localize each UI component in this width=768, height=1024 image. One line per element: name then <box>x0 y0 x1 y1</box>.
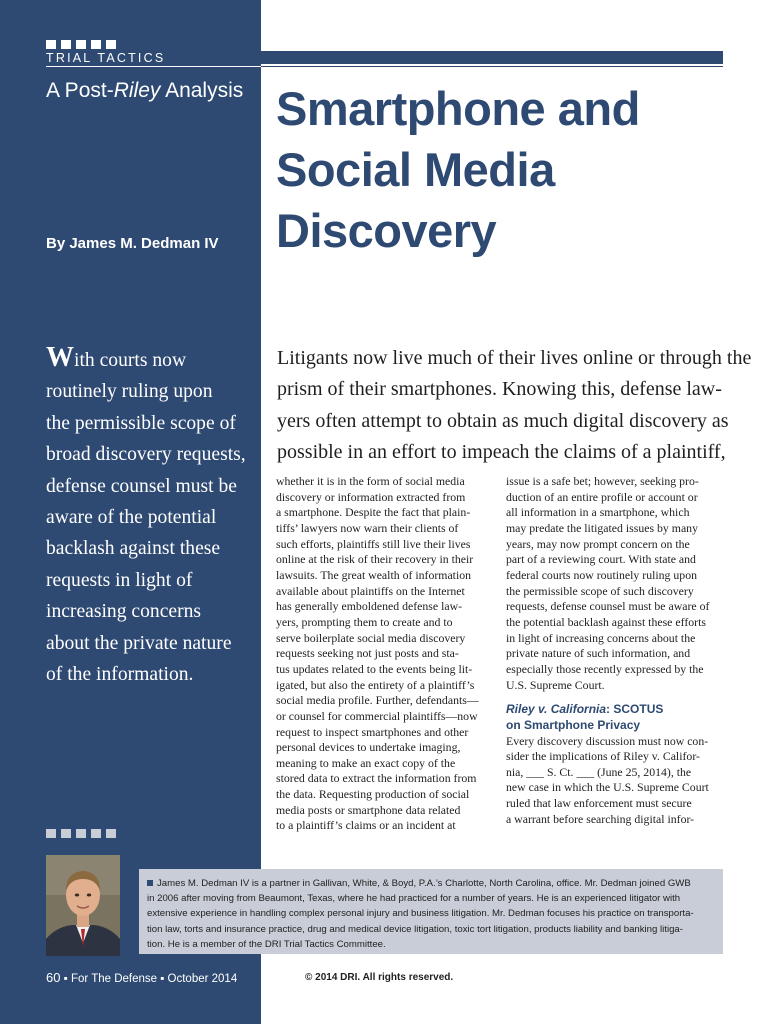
body-line: the data. Requesting production of social <box>276 787 470 802</box>
pullquote-line: defense counsel must be <box>46 475 237 497</box>
body-line: meaning to make an exact copy of the <box>276 755 456 770</box>
page-footer <box>46 970 237 985</box>
pullquote-line: backlash against these <box>46 538 221 560</box>
body-line: the permissible scope of such discovery <box>506 583 694 598</box>
subtitle-suffix: Analysis <box>160 79 244 102</box>
body-line: social media profile. Further, defendants— <box>276 693 479 708</box>
subtitle-italic: Riley <box>113 79 161 102</box>
bullet-square-icon <box>147 880 153 886</box>
body-line: available about plaintiffs on the Internet <box>276 583 465 598</box>
body-line: online at the risk of their recovery in their <box>276 552 474 567</box>
body-line: serve boilerplate social media discovery <box>276 630 466 645</box>
body-line: tus updates related to the events being lit- <box>276 661 473 676</box>
author-bio-box <box>139 869 723 954</box>
body-line: to a plaintiff’s claims or an incident at <box>276 818 456 833</box>
author-photo <box>46 855 120 956</box>
body-line: duction of an entire profile or account or <box>506 489 698 504</box>
byline: By James M. Dedman IV <box>46 235 219 252</box>
body-line: such efforts, plaintiffs still live their lives <box>276 536 471 551</box>
intro-paragraph <box>277 343 752 469</box>
section-label: TRIAL TACTICS <box>46 51 166 65</box>
body-line: all information in a smartphone, which <box>506 505 690 520</box>
header-rule-blue-thin <box>261 66 723 67</box>
body-line: media posts or smartphone data related <box>276 802 461 817</box>
body-line: Every discovery discussion must now con- <box>506 733 709 748</box>
body-line: private nature of such information, and <box>506 646 691 661</box>
body-line: requests, defense counsel must be aware of <box>506 599 710 614</box>
pullquote-text: ith courts now <box>74 350 187 371</box>
body-line: federal courts now routinely ruling upon <box>506 567 697 582</box>
body-line: igated, but also the entirety of a plaintiff’s <box>276 677 475 692</box>
pullquote-line: increasing concerns <box>46 601 202 623</box>
bio-line: extensive experience in handling complex personal injury and business litigation. Mr. Dedman focuses his practice on transporta- <box>147 908 694 920</box>
drop-cap: W <box>46 342 74 373</box>
body-line: has generally emboldened defense law- <box>276 599 463 614</box>
bio-line <box>147 876 715 891</box>
article-title <box>276 78 736 261</box>
pullquote-line <box>46 342 256 376</box>
header-rule-white <box>46 66 261 67</box>
body-line: lawsuits. The great wealth of information <box>276 567 472 582</box>
section-marker-squares <box>46 40 116 49</box>
publication-name: For The Defense <box>70 973 158 985</box>
body-line: personal devices to undertake imaging, <box>276 740 461 755</box>
body-line: discovery or information extracted from <box>276 489 466 504</box>
pull-quote <box>46 342 256 690</box>
footer-separator: ▪ <box>160 973 165 985</box>
body-line: request to inspect smartphones and other <box>276 724 469 739</box>
body-line: stored data to extract the information from <box>276 771 477 786</box>
subtitle-prefix: A Post- <box>46 79 114 102</box>
header-rule-blue <box>261 51 723 64</box>
body-line: years, may now prompt concern on the <box>506 536 690 551</box>
bio-text: James M. Dedman IV is a partner in Gallivan, White, & Boyd, P.A.’s Charlotte, North Carolina, office. Mr. Dedman joined GWB <box>157 878 691 889</box>
bio-marker-squares <box>46 829 116 838</box>
pullquote-line: broad discovery requests, <box>46 444 246 466</box>
footer-separator: ▪ <box>63 973 68 985</box>
body-line: requests seeking not just posts and sta- <box>276 646 459 661</box>
body-line: ruled that law enforcement must secure <box>506 796 692 811</box>
body-line: a smartphone. Despite the fact that plain- <box>276 505 471 520</box>
section-subhead-line2: on Smartphone Privacy <box>506 717 641 732</box>
pullquote-line: the permissible scope of <box>46 412 236 434</box>
bio-line: in 2006 after moving from Beaumont, Texas, where he had practiced for a number of years. He is an experienced litigator with <box>147 893 681 905</box>
body-line: whether it is in the form of social media <box>276 474 465 488</box>
title-line: Smartphone and <box>276 82 640 135</box>
intro-line: yers often attempt to obtain as much digital discovery as <box>277 409 729 432</box>
body-column-left <box>276 474 492 834</box>
pullquote-line: about the private nature <box>46 632 232 654</box>
pullquote-line: routinely ruling upon <box>46 381 213 403</box>
bio-line: tion law, torts and insurance practice, drug and medical device litigation, toxic tort litigation, products liability and banking litiga- <box>147 923 683 935</box>
bio-line: tion. He is a member of the DRI Trial Tactics Committee. <box>147 938 386 950</box>
pullquote-line: of the information. <box>46 664 194 686</box>
page-number: 60 <box>46 970 61 985</box>
body-line: yers, prompting them to create and to <box>276 614 453 629</box>
section-subhead <box>506 702 724 718</box>
pullquote-line: requests in light of <box>46 569 193 591</box>
body-line: in light of increasing concerns about the <box>506 630 696 645</box>
body-line: part of a reviewing court. With state and <box>506 552 696 567</box>
body-line: issue is a safe bet; however, seeking pro- <box>506 474 699 488</box>
subhead-case-name: Riley v. California <box>506 702 607 717</box>
body-line: especially those recently expressed by the <box>506 661 704 676</box>
body-line: tiffs’ lawyers now warn their clients of <box>276 520 459 535</box>
body-column-right <box>506 474 724 827</box>
subhead-text: : SCOTUS <box>606 702 664 717</box>
body-line: or counsel for commercial plaintiffs—now <box>276 708 478 723</box>
body-line: the potential backlash against these efforts <box>506 614 706 629</box>
title-line: Social Media <box>276 143 555 196</box>
body-line: new case in which the U.S. Supreme Court <box>506 780 709 795</box>
body-line: sider the implications of Riley v. Califor- <box>506 749 700 764</box>
copyright-notice: © 2014 DRI. All rights reserved. <box>305 972 454 983</box>
intro-line: Litigants now live much of their lives online or through the <box>277 347 752 369</box>
issue-date: October 2014 <box>167 973 238 985</box>
body-line: a warrant before searching digital infor- <box>506 811 695 826</box>
title-line: Discovery <box>276 204 497 257</box>
article-subtitle <box>46 79 243 103</box>
body-line: may predate the litigated issues by many <box>506 520 698 535</box>
author-portrait-icon <box>46 855 120 956</box>
body-line: nia, ___ S. Ct. ___ (June 25, 2014), the <box>506 764 692 779</box>
intro-line: prism of their smartphones. Knowing this, defense law- <box>277 378 722 401</box>
intro-line: possible in an effort to impeach the claims of a plaintiff, <box>277 441 726 464</box>
pullquote-line: aware of the potential <box>46 507 217 529</box>
body-line: U.S. Supreme Court. <box>506 677 605 692</box>
